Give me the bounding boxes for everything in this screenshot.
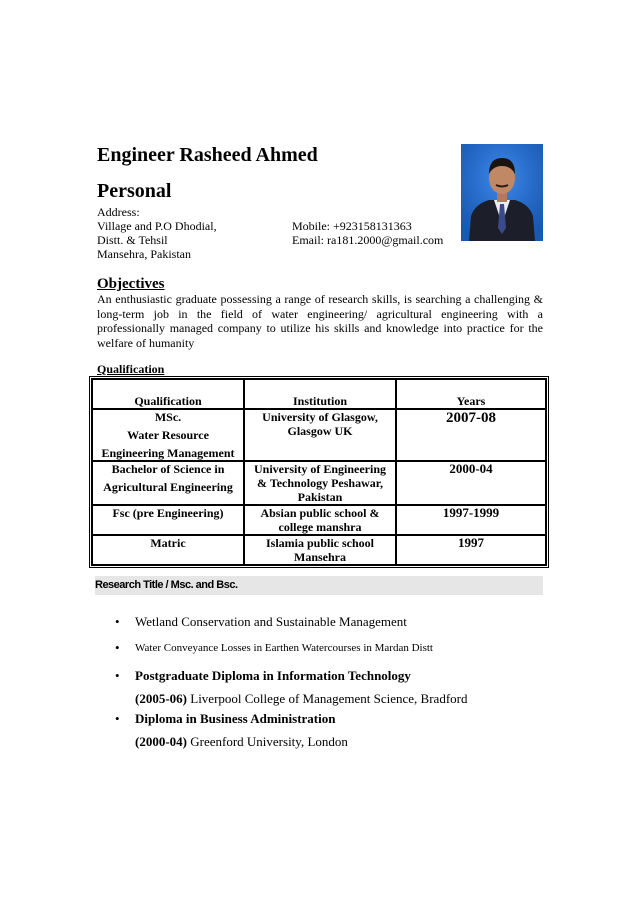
diploma-title: Postgraduate Diploma in Information Technology: [135, 668, 411, 683]
institution-line: University of Engineering: [254, 462, 386, 476]
institution-line: Absian public school &: [260, 506, 380, 520]
qualification-line: Bachelor of Science in: [111, 462, 225, 476]
institution-line: college manshra: [278, 520, 362, 534]
qualification-line: Engineering Management: [101, 446, 235, 460]
list-item: [97, 641, 543, 655]
address-label: Address:: [97, 205, 140, 219]
qualification-label: Qualification: [97, 362, 165, 376]
institution-line: Mansehra: [294, 550, 346, 564]
header-qualification: Qualification: [92, 379, 244, 409]
years-value: 2007-08: [446, 410, 496, 426]
profile-photo: [461, 144, 543, 241]
institution-line: University of Glasgow,: [262, 410, 378, 424]
years-cell: [396, 535, 546, 565]
qualification-cell: [92, 409, 244, 461]
qualification-cell: [92, 461, 244, 505]
research-item-text: Water Conveyance Losses in Earthen Watercourses in Mardan Distt: [135, 642, 433, 654]
institution-line: Pakistan: [297, 490, 343, 504]
qualification-line: Water Resource: [127, 428, 209, 442]
qualification-line: Matric: [150, 536, 186, 550]
diploma-institution: Liverpool College of Management Science, Bradford: [187, 691, 468, 706]
table-row: [92, 409, 546, 461]
mobile-number: Mobile: +923158131363: [292, 219, 412, 233]
qualification-cell: [92, 505, 244, 535]
institution-line: & Technology Peshawar,: [257, 476, 383, 490]
bullet-icon: •: [115, 640, 120, 655]
institution-cell: [244, 535, 396, 565]
bullet-icon: •: [115, 711, 120, 726]
institution-cell: [244, 505, 396, 535]
institution-cell: [244, 461, 396, 505]
research-list: [97, 614, 543, 753]
research-item-text: Wetland Conservation and Sustainable Management: [135, 614, 407, 629]
years-value: 2000-04: [449, 461, 493, 476]
objectives-text: An enthusiastic graduate possessing a range of research skills, is searching a challenging & long-term job in the field of water engineering/ agricultural engineering with a professionally managed company to utilize his skills and knowledge into practice for the welfare of humanity: [97, 292, 543, 350]
diploma-period: (2005-06): [135, 691, 187, 706]
header-institution: Institution: [244, 379, 396, 409]
years-value: 1997-1999: [442, 505, 500, 520]
qualification-table: [89, 376, 549, 568]
institution-line: Glasgow UK: [287, 424, 353, 438]
header-years: Years: [396, 379, 546, 409]
list-item: [97, 667, 543, 708]
address-line-3: Mansehra, Pakistan: [97, 247, 191, 261]
years-cell: [396, 461, 546, 505]
person-portrait-icon: [461, 144, 543, 241]
diploma-detail-line: [135, 733, 543, 751]
table-header-row: [92, 379, 546, 409]
address-line-1: Village and P.O Dhodial,: [97, 219, 217, 233]
years-cell: [396, 505, 546, 535]
table-row: [92, 505, 546, 535]
table-row: [92, 461, 546, 505]
objectives-heading: Objectives: [97, 276, 165, 292]
qualification-line: Fsc (pre Engineering): [112, 506, 224, 520]
applicant-name: Engineer Rasheed Ahmed: [97, 144, 318, 166]
address-line-2: Distt. & Tehsil: [97, 233, 168, 247]
years-value: 1997: [458, 535, 484, 550]
diploma-detail-line: [135, 690, 543, 708]
list-item: [97, 710, 543, 751]
bullet-icon: •: [115, 614, 120, 629]
diploma-institution: Greenford University, London: [190, 734, 348, 749]
list-item: [97, 614, 543, 630]
diploma-title: Diploma in Business Administration: [135, 711, 336, 726]
table-row: [92, 535, 546, 565]
email-address: Email: ra181.2000@gmail.com: [292, 233, 444, 247]
institution-line: Islamia public school: [265, 536, 375, 550]
years-cell: [396, 409, 546, 461]
research-heading: Research Title / Msc. and Bsc.: [95, 576, 543, 595]
qualification-line: MSc.: [154, 410, 182, 424]
institution-cell: [244, 409, 396, 461]
qualification-cell: [92, 535, 244, 565]
bullet-icon: •: [115, 668, 120, 683]
qualification-line: Agricultural Engineering: [103, 480, 233, 494]
personal-heading: Personal: [97, 180, 172, 202]
diploma-period: (2000-04): [135, 734, 187, 749]
